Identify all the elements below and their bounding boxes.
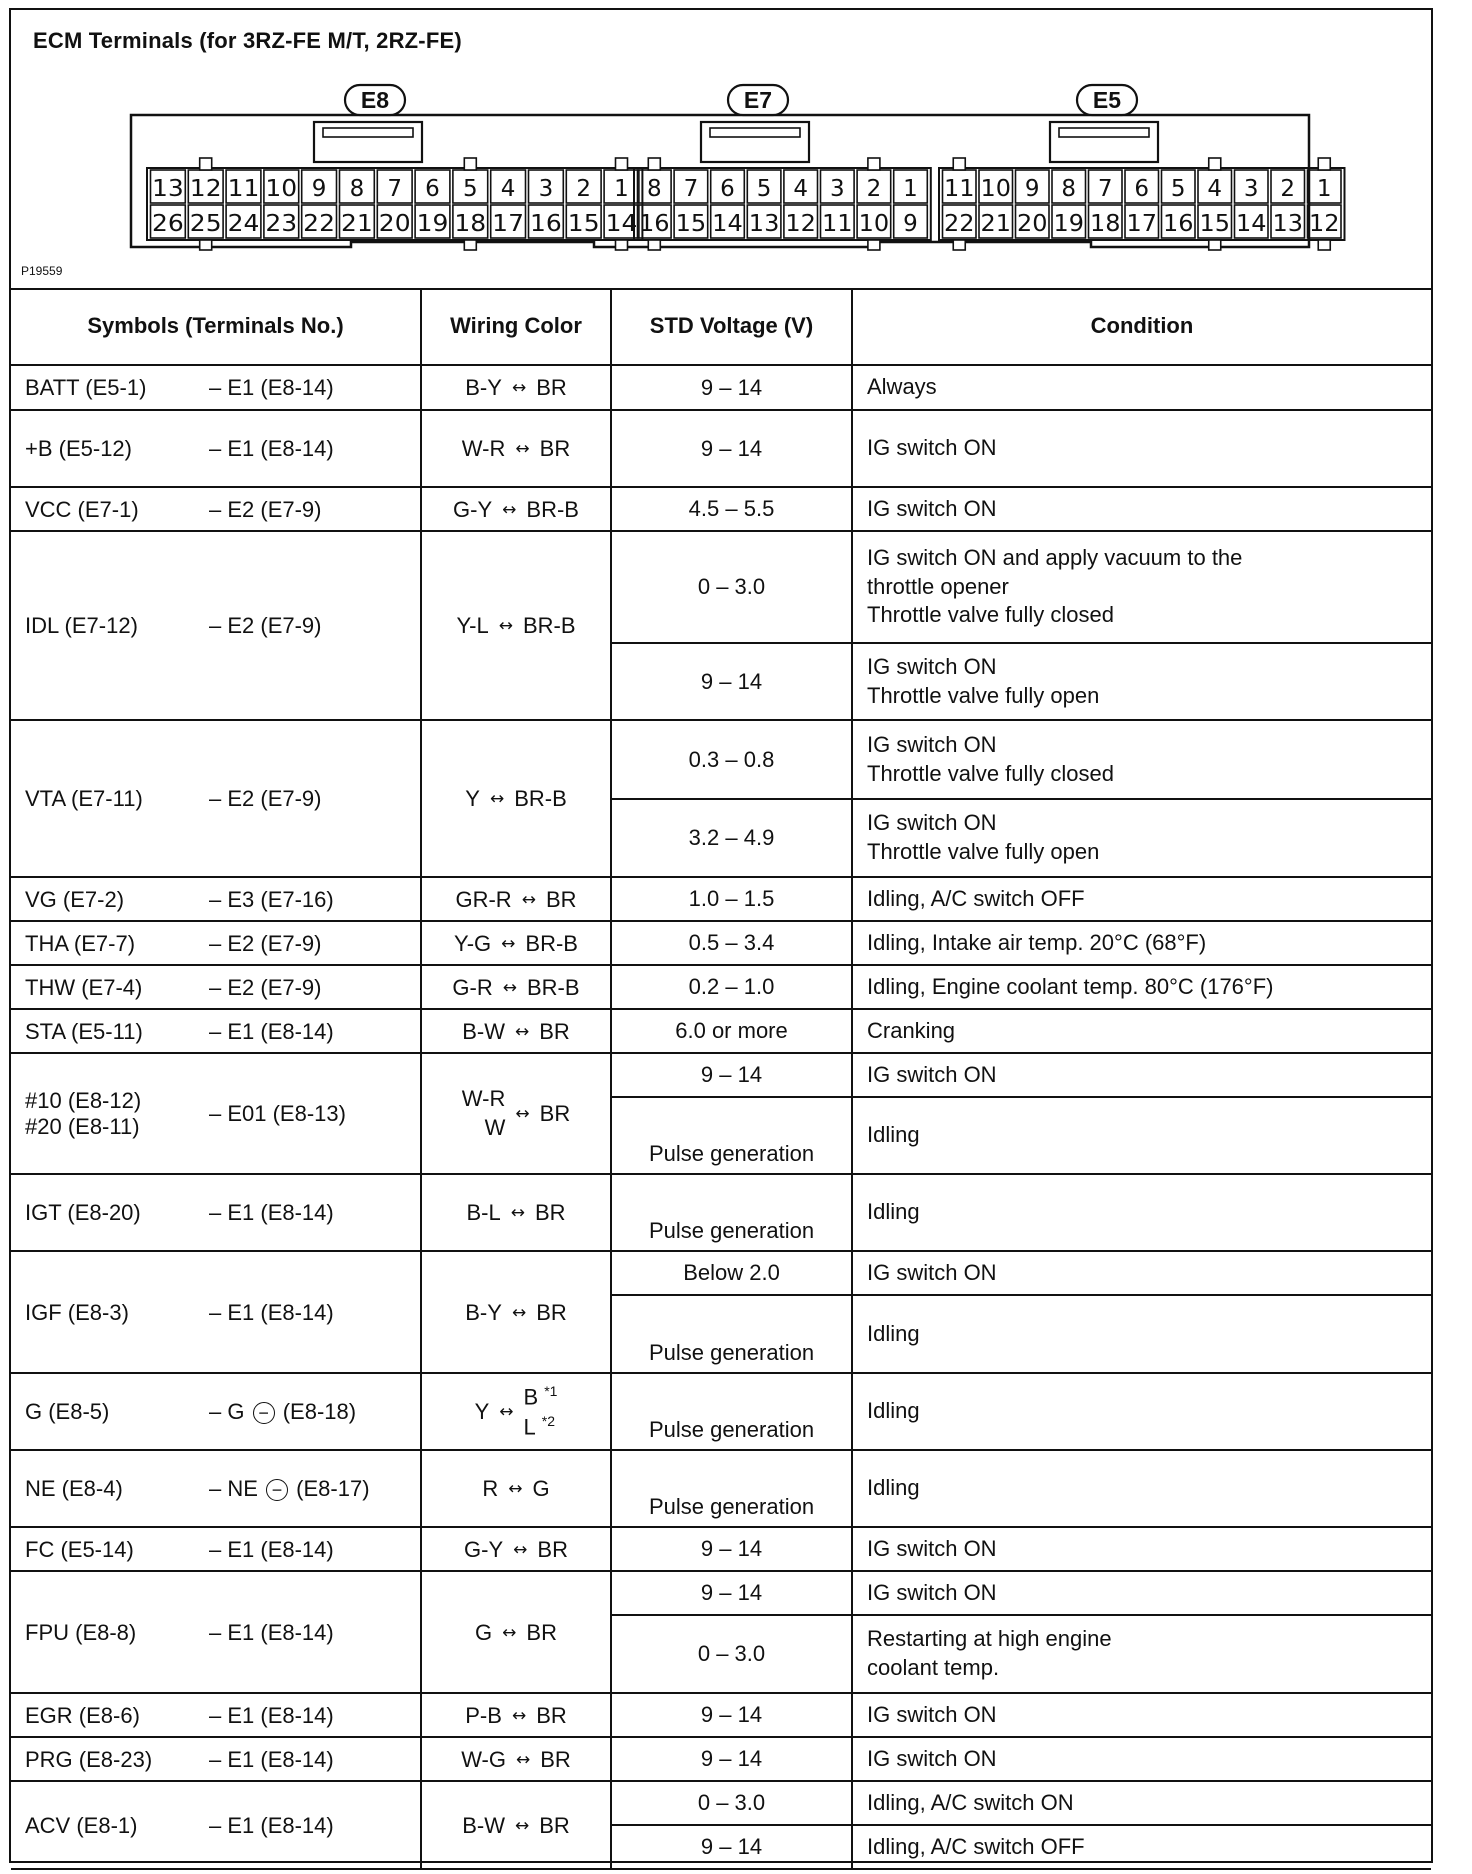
- header-symbols: Symbols (Terminals No.): [11, 288, 421, 365]
- pin-number: 12: [189, 176, 222, 202]
- header-condition: Condition: [852, 288, 1431, 365]
- condition-line: coolant temp.: [867, 1655, 1000, 1680]
- pin-key: [200, 158, 212, 170]
- condition-line: Throttle valve fully closed: [867, 602, 1114, 628]
- ground-terminal: – E2 (E7-9): [209, 613, 322, 639]
- std-voltage: 0 – 3.0: [611, 1781, 852, 1825]
- wire-color-b: BR: [536, 1702, 567, 1728]
- connector-diagram-panel: [11, 10, 1431, 290]
- pin-key: [648, 240, 660, 250]
- terminal-symbol: VTA (E7-11): [25, 786, 143, 812]
- wire-color-a: Y-L: [456, 613, 489, 639]
- arrow-icon: ↔: [498, 616, 513, 637]
- pin-number: 21: [341, 211, 373, 237]
- std-voltage: 4.5 – 5.5: [611, 487, 852, 531]
- wire-color-b: L: [523, 1413, 536, 1439]
- std-voltage: 9 – 14: [611, 1527, 852, 1571]
- pin-number: 13: [1272, 211, 1303, 237]
- wire-color-a: W-G: [461, 1746, 506, 1772]
- terminal-symbol: VG (E7-2): [25, 886, 125, 912]
- std-voltage: 9 – 14: [611, 1825, 852, 1869]
- ground-terminal: – E1 (E8-14): [209, 1536, 334, 1562]
- condition: Idling, Intake air temp. 20°C (68°F): [852, 921, 1431, 965]
- pin-number: 1: [1316, 176, 1332, 202]
- condition-line: Throttle valve fully closed: [867, 760, 1114, 786]
- table-row: [11, 1737, 1431, 1781]
- condition: IG switch ON: [852, 1737, 1431, 1781]
- std-voltage: 9 – 14: [611, 365, 852, 410]
- wire-color-b: BR-B: [522, 613, 576, 639]
- arrow-icon: ↔: [511, 378, 527, 399]
- arrow-icon: ↔: [502, 1622, 517, 1643]
- arrow-icon: ↔: [489, 789, 505, 810]
- wire-color-a: W-R: [461, 436, 506, 462]
- condition: Idling, A/C switch OFF: [852, 877, 1431, 921]
- wire-color-b: BR: [539, 436, 571, 462]
- condition: Idling: [852, 1450, 1431, 1527]
- table-row: [11, 487, 1431, 531]
- pin-number: 3: [829, 176, 845, 202]
- pin-number: 10: [265, 176, 298, 202]
- arrow-icon: ↔: [508, 1479, 523, 1500]
- pin-number: 16: [530, 211, 562, 237]
- table-header-row: [11, 288, 1431, 365]
- pin-number: 11: [944, 176, 975, 202]
- terminal-symbol: EGR (E8-6): [25, 1702, 140, 1728]
- footnote-mark: *2: [541, 1412, 555, 1429]
- std-voltage: 0 – 3.0: [611, 1615, 852, 1693]
- pin-number: 23: [265, 211, 298, 237]
- pin-key: [200, 240, 212, 250]
- connector-label-e8: E8: [360, 87, 390, 113]
- pin-number: 6: [720, 176, 735, 202]
- arrow-icon: ↔: [501, 933, 516, 954]
- wire-color-b: BR: [545, 886, 577, 912]
- arrow-icon: ↔: [511, 1302, 527, 1323]
- ground-terminal: – E1 (E8-14): [209, 1018, 334, 1044]
- pin-key: [1318, 240, 1330, 250]
- wire-color-b: BR: [539, 1100, 571, 1126]
- pin-number: 26: [152, 211, 184, 237]
- wire-color-a: B-Y: [465, 1299, 502, 1325]
- pin-number: 19: [416, 211, 449, 237]
- condition-line: throttle opener: [867, 573, 1009, 599]
- pin-key: [1209, 158, 1221, 170]
- pin-number: 9: [311, 176, 327, 202]
- table-row: [11, 921, 1431, 965]
- pin-number: 7: [1097, 176, 1113, 202]
- std-voltage: 0 – 3.0: [611, 531, 852, 643]
- arrow-icon: ↔: [510, 1203, 525, 1224]
- footnote-mark: *1: [544, 1382, 558, 1399]
- condition: Idling, A/C switch ON: [852, 1781, 1431, 1825]
- terminal-symbol: IGT (E8-20): [25, 1200, 141, 1226]
- pin-number: 12: [785, 211, 816, 237]
- terminal-symbol: VCC (E7-1): [25, 496, 139, 522]
- pin-number: 3: [1243, 176, 1259, 202]
- ecm-terminal-sheet: [9, 8, 1433, 1863]
- pin-number: 3: [538, 176, 554, 202]
- condition: IG switch ON: [852, 1693, 1431, 1737]
- table-row: [11, 1053, 1431, 1097]
- pin-key: [464, 158, 476, 170]
- wire-color-a: B-L: [466, 1200, 501, 1226]
- pin-number: 21: [980, 211, 1011, 237]
- pin-number: 2: [576, 176, 592, 202]
- pin-key: [648, 158, 660, 170]
- table-row: [11, 531, 1431, 643]
- pin-number: 11: [227, 176, 260, 202]
- wire-color-a: B-Y: [465, 375, 502, 401]
- table-row: [11, 1373, 1431, 1450]
- table-row: [11, 1527, 1431, 1571]
- table-row: [11, 965, 1431, 1009]
- pin-number: 14: [1236, 211, 1267, 237]
- wire-color-a: P-B: [465, 1702, 502, 1728]
- ground-terminal: – E1 (E8-14): [209, 1702, 334, 1728]
- pin-number: 9: [903, 211, 918, 237]
- ground-terminal: – E1 (E8-14): [209, 375, 334, 401]
- condition: IG switch ON: [852, 410, 1431, 487]
- pin-number: 16: [639, 211, 670, 237]
- wire-color-b: BR: [539, 1812, 570, 1838]
- pin-number: 15: [567, 211, 600, 237]
- condition: Always: [852, 365, 1431, 410]
- connector-label-e5: E5: [1092, 87, 1122, 113]
- arrow-icon: ↔: [515, 439, 530, 460]
- table-row: [11, 1009, 1431, 1053]
- pin-number: 1: [903, 176, 918, 202]
- wire-color-b: BR: [536, 1299, 567, 1325]
- pin-number: 6: [1134, 176, 1150, 202]
- terminal-symbol: NE (E8-4): [25, 1476, 123, 1502]
- wire-color-b: BR: [536, 375, 567, 401]
- pin-number: 13: [748, 211, 780, 237]
- terminal-table: [11, 288, 1431, 1870]
- pin-number: 5: [1170, 176, 1186, 202]
- ground-terminal: – E1 (E8-14): [209, 1746, 334, 1772]
- wire-color-a: W: [484, 1114, 506, 1140]
- pin-number: 1: [614, 176, 629, 202]
- pin-number: 14: [605, 211, 638, 237]
- condition: Idling: [852, 1295, 1431, 1373]
- ground-terminal: – E2 (E7-9): [209, 930, 322, 956]
- pin-key: [953, 240, 965, 250]
- pin-number: 4: [500, 176, 516, 202]
- condition: IG switch ON: [852, 1571, 1431, 1615]
- pin-number: 9: [1024, 176, 1040, 202]
- terminal-symbol: THA (E7-7): [25, 930, 136, 956]
- pin-number: 14: [712, 211, 743, 237]
- condition: [852, 720, 1431, 799]
- std-voltage: Pulse generation: [611, 1097, 852, 1174]
- wire-color-a: W-R: [461, 1085, 506, 1111]
- ground-terminal: – E1 (E8-14): [209, 1200, 334, 1226]
- std-voltage: Pulse generation: [611, 1450, 852, 1527]
- arrow-icon: ↔: [502, 977, 517, 998]
- condition: IG switch ON: [852, 1527, 1431, 1571]
- wire-color-a: B-W: [462, 1812, 505, 1838]
- terminal-symbol: BATT (E5-1): [25, 375, 147, 401]
- pin-number: 6: [425, 176, 440, 202]
- ground-terminal: – E1 (E8-14): [209, 436, 334, 462]
- terminal-symbol: +B (E5-12): [25, 436, 132, 462]
- arrow-icon: ↔: [514, 1815, 530, 1836]
- pin-number: 25: [189, 211, 222, 237]
- ground-terminal: – E1 (E8-14): [209, 1812, 334, 1838]
- wire-color-a: B-W: [462, 1018, 505, 1044]
- condition: Idling, A/C switch OFF: [852, 1825, 1431, 1869]
- pin-number: 10: [858, 211, 890, 237]
- table-row: [11, 1251, 1431, 1295]
- table-row: [11, 1781, 1431, 1825]
- pin-number: 8: [1061, 176, 1077, 202]
- table-row: [11, 1450, 1431, 1527]
- wire-color-b: BR: [534, 1200, 566, 1226]
- condition: Idling: [852, 1097, 1431, 1174]
- wire-color-a: Y: [474, 1398, 490, 1424]
- terminal-symbol: IDL (E7-12): [25, 613, 138, 639]
- std-voltage: 9 – 14: [611, 1053, 852, 1097]
- wire-color-b: BR: [540, 1746, 571, 1772]
- terminal-symbol: STA (E5-11): [25, 1018, 143, 1044]
- pin-number: 17: [1126, 211, 1157, 237]
- condition: IG switch ON: [852, 1251, 1431, 1295]
- figure-code: P19559: [21, 264, 63, 278]
- pin-number: 16: [1163, 211, 1194, 237]
- table-row: [11, 365, 1431, 410]
- ground-terminal: – E1 (E8-14): [209, 1299, 334, 1325]
- condition-line: IG switch ON: [867, 653, 997, 679]
- std-voltage: 0.5 – 3.4: [611, 921, 852, 965]
- std-voltage: Pulse generation: [611, 1295, 852, 1373]
- std-voltage: 9 – 14: [611, 410, 852, 487]
- std-voltage: 9 – 14: [611, 643, 852, 720]
- wire-color-a: Y-G: [454, 930, 492, 956]
- table-row: [11, 720, 1431, 799]
- table-row: [11, 1174, 1431, 1251]
- arrow-icon: ↔: [511, 1705, 527, 1726]
- terminal-symbol: #10 (E8-12): [25, 1087, 142, 1113]
- wire-color-b: BR-B: [527, 974, 580, 1000]
- std-voltage: 0.2 – 1.0: [611, 965, 852, 1009]
- wire-color-b: BR: [537, 1536, 568, 1562]
- condition: [852, 643, 1431, 720]
- arrow-icon: ↔: [499, 1401, 514, 1422]
- wire-color-a: G-Y: [464, 1536, 504, 1562]
- wire-color-b: G: [532, 1476, 550, 1502]
- pin-number: 20: [378, 211, 411, 237]
- condition-line: IG switch ON and apply vacuum to the: [867, 545, 1243, 571]
- table-row: [11, 1571, 1431, 1615]
- pin-number: 12: [1309, 211, 1340, 237]
- ground-terminal: – E2 (E7-9): [209, 786, 322, 812]
- pin-number: 22: [944, 211, 975, 237]
- condition-line: IG switch ON: [867, 810, 997, 836]
- condition: Cranking: [852, 1009, 1431, 1053]
- arrow-icon: ↔: [514, 1021, 530, 1042]
- terminal-symbol: IGF (E8-3): [25, 1299, 129, 1325]
- pin-number: 4: [793, 176, 809, 202]
- pin-number: 5: [756, 176, 772, 202]
- wire-color-b: BR-B: [526, 496, 579, 522]
- std-voltage: 1.0 – 1.5: [611, 877, 852, 921]
- wire-color-a: Y: [465, 786, 480, 812]
- wire-color-a: GR-R: [455, 886, 512, 912]
- ground-terminal: – E3 (E7-16): [209, 886, 334, 912]
- std-voltage: 9 – 14: [611, 1693, 852, 1737]
- pin-number: 15: [675, 211, 707, 237]
- wire-color-b: BR-B: [514, 786, 567, 812]
- terminal-symbol: FC (E5-14): [25, 1536, 134, 1562]
- condition: [852, 799, 1431, 877]
- wire-color-b: BR-B: [525, 930, 578, 956]
- pin-number: 2: [866, 176, 882, 202]
- pin-number: 2: [1280, 176, 1296, 202]
- pin-number: 4: [1207, 176, 1223, 202]
- pin-number: 11: [822, 211, 853, 237]
- pin-number: 10: [980, 176, 1011, 202]
- pin-key: [868, 158, 880, 170]
- pin-number: 20: [1017, 211, 1048, 237]
- ground-terminal: – NE: [209, 1476, 258, 1502]
- pin-number: 24: [227, 211, 260, 237]
- std-voltage: 0.3 – 0.8: [611, 720, 852, 799]
- condition: Idling, Engine coolant temp. 80°C (176°F): [852, 965, 1431, 1009]
- pin-key: [1209, 240, 1221, 250]
- condition-line: Restarting at high engine: [867, 1626, 1112, 1652]
- ground-terminal: – G: [209, 1399, 245, 1425]
- condition-line: Throttle valve fully open: [867, 839, 1100, 864]
- pin-number: 7: [387, 176, 403, 202]
- condition: Idling: [852, 1373, 1431, 1450]
- std-voltage: Pulse generation: [611, 1174, 852, 1251]
- pin-key: [616, 158, 628, 170]
- pin-number: 5: [462, 176, 478, 202]
- wire-color-a: R: [482, 1476, 499, 1502]
- condition: [852, 531, 1431, 643]
- ground-terminal: – E2 (E7-9): [209, 496, 322, 522]
- ground-terminal: – E2 (E7-9): [209, 974, 322, 1000]
- condition-line: Throttle valve fully open: [867, 682, 1100, 708]
- arrow-icon: ↔: [516, 1749, 531, 1770]
- table-row: [11, 877, 1431, 921]
- arrow-icon: ↔: [521, 889, 536, 910]
- condition: Idling: [852, 1174, 1431, 1251]
- arrow-icon: ↔: [513, 1539, 528, 1560]
- connector-label-e7: E7: [743, 87, 773, 113]
- terminal-symbol: ACV (E8-1): [25, 1812, 138, 1838]
- pin-key: [1318, 158, 1330, 170]
- terminal-symbol: FPU (E8-8): [25, 1619, 137, 1645]
- wire-color-b: B: [523, 1383, 539, 1409]
- wire-color-a: G-R: [452, 974, 493, 1000]
- condition: IG switch ON: [852, 487, 1431, 531]
- std-voltage: Pulse generation: [611, 1373, 852, 1450]
- std-voltage: 9 – 14: [611, 1737, 852, 1781]
- ground-terminal: – E1 (E8-14): [209, 1619, 334, 1645]
- header-std-voltage: STD Voltage (V): [611, 288, 852, 365]
- std-voltage: 9 – 14: [611, 1571, 852, 1615]
- wire-color-b: BR: [526, 1619, 557, 1645]
- pin-number: 8: [349, 176, 365, 202]
- wire-color-a: G: [475, 1619, 493, 1645]
- pin-number: 8: [646, 176, 662, 202]
- arrow-icon: ↔: [502, 499, 517, 520]
- minus-circle-icon: −: [253, 1402, 275, 1424]
- pin-number: 17: [492, 211, 524, 237]
- terminal-symbol: G (E8-5): [25, 1399, 110, 1425]
- ground-terminal-number: (E8-18): [282, 1399, 357, 1425]
- table-row: [11, 410, 1431, 487]
- ground-terminal-number: (E8-17): [296, 1476, 370, 1502]
- terminal-symbol: PRG (E8-23): [25, 1746, 153, 1772]
- pin-key: [953, 158, 965, 170]
- pin-number: 15: [1199, 211, 1230, 237]
- wire-color-b: BR: [539, 1018, 570, 1044]
- ground-terminal: – E01 (E8-13): [209, 1100, 346, 1126]
- pin-key: [868, 240, 880, 250]
- minus-circle-icon: −: [266, 1479, 288, 1501]
- header-wiring-color: Wiring Color: [421, 288, 611, 365]
- condition: IG switch ON: [852, 1053, 1431, 1097]
- page-title: ECM Terminals (for 3RZ-FE M/T, 2RZ-FE): [33, 28, 462, 53]
- std-voltage: 3.2 – 4.9: [611, 799, 852, 877]
- pin-key: [464, 240, 476, 250]
- arrow-icon: ↔: [515, 1103, 530, 1124]
- pin-key: [616, 240, 628, 250]
- wire-color-a: G-Y: [453, 496, 493, 522]
- pin-number: 18: [454, 211, 487, 237]
- condition-line: IG switch ON: [867, 731, 997, 757]
- terminal-symbol: #20 (E8-11): [25, 1113, 140, 1139]
- pin-number: 22: [303, 211, 335, 237]
- terminal-symbol: THW (E7-4): [25, 974, 143, 1000]
- pin-number: 19: [1053, 211, 1084, 237]
- std-voltage: Below 2.0: [611, 1251, 852, 1295]
- pin-number: 7: [683, 176, 699, 202]
- pin-number: 13: [152, 176, 184, 202]
- condition: [852, 1615, 1431, 1693]
- pin-number: 18: [1090, 211, 1121, 237]
- std-voltage: 6.0 or more: [611, 1009, 852, 1053]
- table-row: [11, 1693, 1431, 1737]
